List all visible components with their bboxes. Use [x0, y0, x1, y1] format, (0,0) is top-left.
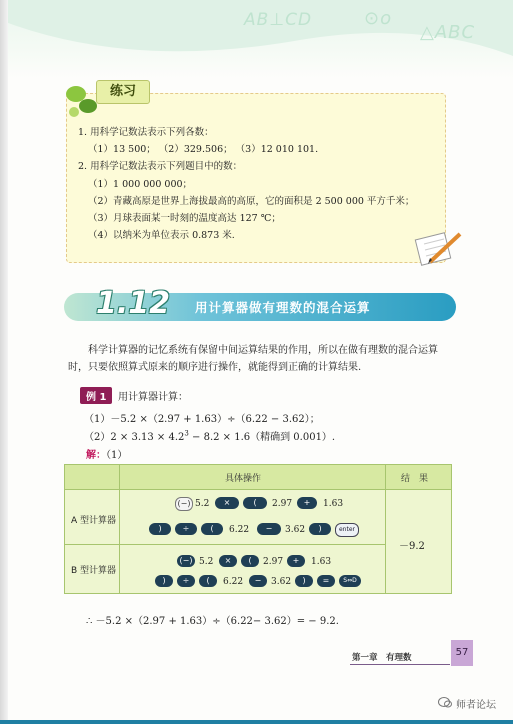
operand: 1.63 [323, 499, 344, 509]
expression-2-exponent: 3 [184, 429, 189, 438]
practice-line: （1）1 000 000 000； [88, 178, 193, 190]
calculator-table [64, 464, 452, 594]
practice-tab: 练习 [96, 80, 150, 104]
header-operations: 具体操作 [225, 474, 262, 484]
practice-line: （2）青藏高原是世界上海拔最高的高原，它的面积是 2 500 000 平方千米； [88, 195, 415, 207]
key-right-paren: ) [155, 575, 173, 587]
result-value: －9.2 [399, 541, 425, 552]
key-equals: = [317, 575, 335, 587]
practice-line: （3）月球表面某一时刻的温度高达 127 ℃； [88, 213, 281, 225]
page-number: 57 [451, 640, 473, 666]
key-enter: enter [335, 523, 359, 537]
header-result: 结 果 [401, 474, 429, 484]
example-expression-2 [84, 428, 335, 443]
solution-start [86, 446, 127, 461]
key-right-paren: ) [295, 575, 313, 587]
practice-line: （4）以纳米为单位表示 0.873 米. [88, 230, 235, 242]
expression-2-part: − 8.2 × 1.6（精确到 0.001）. [188, 432, 336, 443]
section-title: 用计算器做有理数的混合运算 [195, 300, 371, 315]
watermark: 师者论坛 [456, 700, 496, 711]
key-left-paren: ( [199, 575, 217, 587]
leaf-icon [64, 76, 98, 122]
operand: 6.22 [223, 577, 244, 587]
key-left-paren: ( [201, 523, 223, 535]
intro-paragraph: 科学计算器的记忆系统有保留中间运算结果的作用，所以在做有理数的混合运算时，只要依照算式原来的顺序进行操作，就能得到正确的计算结果. [68, 345, 438, 373]
table-divider [65, 544, 385, 545]
key-divide: ÷ [177, 575, 195, 587]
example-prompt: 用计算器计算： [118, 392, 188, 403]
solution-part: （1） [106, 450, 128, 461]
header-deco-circle: ⊙o [364, 8, 393, 29]
notebook-pencil-icon [414, 228, 464, 268]
example-expression-1: （1）－5.2 ×（2.97 + 1.63）÷（6.22 − 3.62）； [84, 414, 320, 425]
bottom-rule [0, 720, 513, 724]
solution-label: 解： [86, 450, 106, 461]
key-plus: + [287, 555, 305, 567]
key-times: × [215, 497, 239, 509]
table-divider [385, 465, 386, 593]
operand: 1.63 [311, 557, 332, 567]
wechat-icon [438, 696, 452, 708]
key-s-to-d: S⇔D [339, 575, 361, 587]
key-times: × [219, 555, 237, 567]
key-negative: (−) [177, 555, 195, 567]
page-spine [0, 0, 8, 724]
section-number: 1.12 [96, 286, 171, 321]
expression-2-part: （2）2 × 3.13 × 4.2 [84, 432, 185, 443]
row-label-b: B 型计算器 [71, 566, 117, 576]
key-right-paren: ) [309, 523, 331, 535]
example-label: 例 1 [80, 387, 112, 404]
practice-line: （1）13 500； （2）329.506； （3）12 010 101. [88, 144, 319, 156]
practice-line: 2. 用科学记数法表示下列题目中的数： [78, 161, 243, 173]
row-label-a: A 型计算器 [71, 516, 117, 526]
key-divide: ÷ [175, 523, 197, 535]
practice-line: 1. 用科学记数法表示下列各数： [78, 127, 214, 138]
key-minus: − [257, 523, 281, 535]
footer-rule [350, 664, 450, 665]
key-minus: − [249, 575, 267, 587]
header-deco-triangle: △ABC [420, 22, 476, 43]
key-right-paren: ) [149, 523, 171, 535]
key-plus: + [297, 497, 317, 509]
key-left-paren: ( [243, 497, 267, 509]
key-negative: (−) [175, 497, 193, 511]
operand: 5.2 [195, 499, 210, 509]
practice-list [78, 124, 414, 244]
conclusion-line: ∴ －5.2 ×（2.97 + 1.63）÷（6.22− 3.62）= − 9.2. [86, 616, 339, 627]
operand: 2.97 [272, 499, 293, 509]
operand: 6.22 [229, 525, 250, 535]
header-deco-perpendicular: AB⊥CD [244, 10, 313, 30]
operand: 5.2 [199, 557, 214, 567]
key-left-paren: ( [241, 555, 259, 567]
chapter-footer: 第一章 有理数 [352, 653, 412, 663]
table-divider [119, 465, 120, 593]
operand: 3.62 [271, 577, 292, 587]
operand: 2.97 [263, 557, 284, 567]
operand: 3.62 [285, 525, 306, 535]
